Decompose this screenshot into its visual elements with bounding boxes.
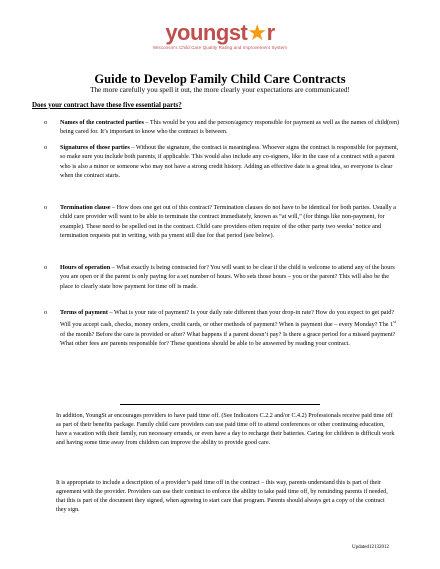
bullet-icon: o xyxy=(44,309,48,316)
star-icon: ★ xyxy=(247,20,267,45)
list-item-termination xyxy=(44,203,400,240)
bullet-icon: o xyxy=(44,204,48,211)
page-subtitle: The more carefully you spell it out, the more clearly your expectations are communicated! xyxy=(90,86,350,94)
list-item-hours xyxy=(44,263,400,291)
logo-part-young: young xyxy=(165,20,229,45)
item-text: – What exactly is being contracted for? You will want to be clear if the child is welcome to attend any of the hours you are open or if the parent is only paying for a set number of hours. Who sets those hours – you or the parent? This will also be the place to clearly state how payment for time off is made. xyxy=(60,264,395,290)
divider xyxy=(120,404,320,405)
item-term: Termination clause xyxy=(60,204,111,211)
item-text: – Without the signature, the contract is meaningless. Whoever signs the contract is responsible for payment, so make sure you include both parents, if applicable. This would also include any co-signers, like in the case of a contract with a parent who is also a minor or someone who may not have a strong credit history. Adding an effective date is a great idea, so everyone is clear when the contract starts. xyxy=(60,144,399,179)
item-text: – This would be you and the person/agency responsible for payment as well as the names of child(ren) being cared for. It’s important to know who the contract is between. xyxy=(60,119,400,136)
page-title: Guide to Develop Family Child Care Contracts xyxy=(94,72,346,86)
bullet-icon: o xyxy=(44,264,48,271)
item-term: Hours of operation xyxy=(60,264,111,271)
logo-tagline: Wisconsin's Child Care Quality Rating and Improvement System xyxy=(152,45,288,50)
list-item-payment xyxy=(44,308,400,348)
list-item-signatures xyxy=(44,143,400,180)
logo-part-r: r xyxy=(266,20,275,45)
contract-description-paragraph: It is appropriate to include a description of a provider’s paid time off in the contract – this way, parents understand this is part of their agreement with the provider. Providers can use their contract to enforce the ability to take paid time off, by reminding parents if needed, that this is part of the document they signed, when agreeing to start care that program. Parents should always get a copy of the contract they sign. xyxy=(56,480,388,513)
youngstar-logo xyxy=(0,22,440,50)
list-item-names xyxy=(44,118,400,137)
logo-wordmark xyxy=(0,22,440,44)
updated-date: Updated12132012 xyxy=(352,545,389,550)
section-heading: Does your contract have these five essential parts? xyxy=(32,101,182,109)
item-text-after: of the month? Before the care is provided or after? What happens if a parent doesn’t pay? Is there a grace period for a missed payment? What other fees are parents responsible for? These questions should be able to be answered by reading your contract. xyxy=(60,330,396,347)
item-term: Names of the contracted parties xyxy=(60,119,144,126)
logo-part-st: st xyxy=(228,20,248,45)
item-text-before: – What is your rate of payment? Is your daily rate different than your drop-in rate? How do you expect to get paid? Will you accept cash, checks, money orders, credit cards, or other methods of payment? When is payment due – every Monday? The 1 xyxy=(60,309,395,329)
item-term: Signatures of those parties xyxy=(60,144,130,151)
bullet-icon: o xyxy=(44,144,48,151)
bullet-icon: o xyxy=(44,119,48,126)
item-term: Terms of payment xyxy=(60,309,108,316)
ordinal-superscript: st xyxy=(393,319,396,325)
paid-time-off-paragraph: In addition, YoungSt ar encourages providers to have paid time off. (See Indicators C.2.2 and/or C.4.2) Professionals receive paid time off as part of their benefits package. Family child care providers can use paid time off to attend conferences or other continuing education, have a vacation with their family, run necessary errands, or even have a day to recharge their batteries. Caring for children is difficult work and having some time away from children can improve the ability to provide good care. xyxy=(56,413,395,446)
item-text: – How does one get out of this contract? Termination clauses do not have to be identical for both parties. Usually a child care provider will want to be able to terminate the contract immediately, known as “at will,” (for things like non-payment, for example). These need to be spelled out in the contract. Child care providers often require of the other party two weeks’ notice and termination requests put in writing, with pa yment still due for that period (see below). xyxy=(60,204,397,239)
